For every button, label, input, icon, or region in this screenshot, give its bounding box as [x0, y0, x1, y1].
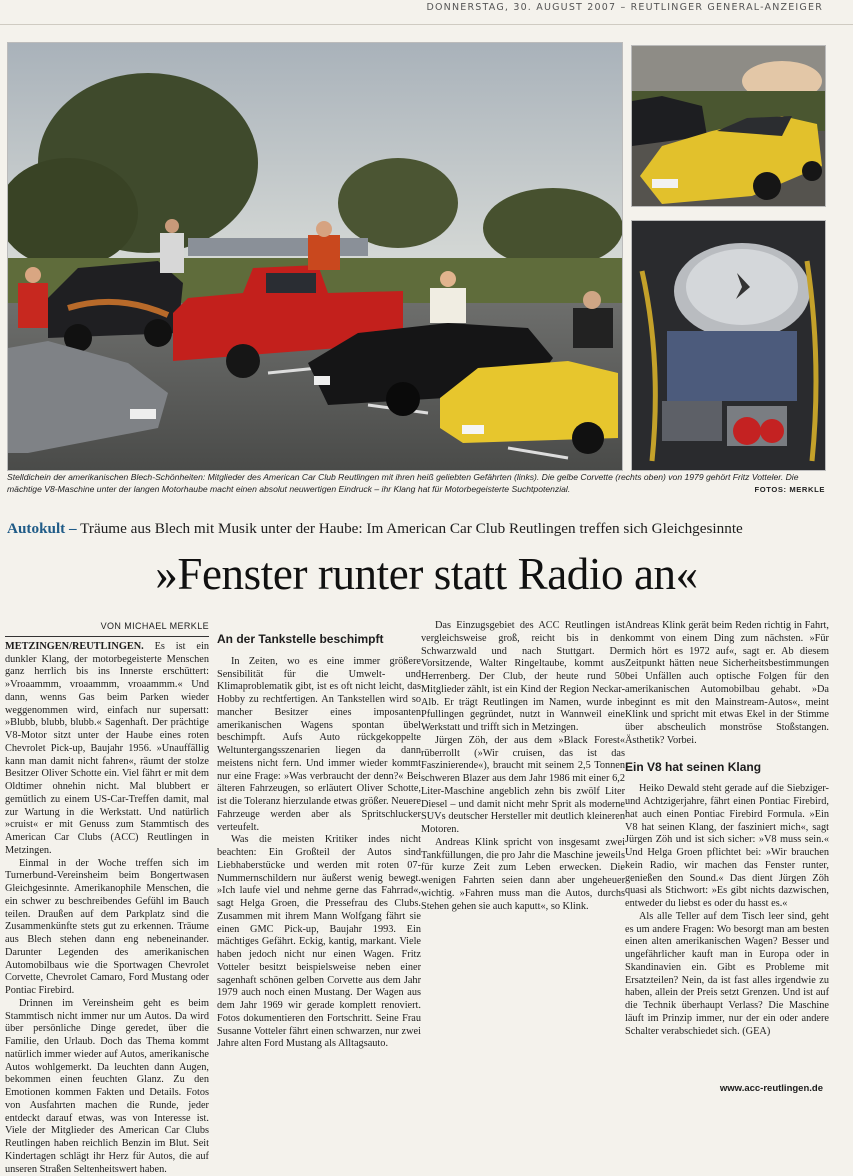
article-paragraph-1 [5, 641, 209, 858]
headline: »Fenster runter statt Radio an« [155, 549, 698, 599]
caption-text: Stelldichein der amerikanischen Blech-Schönheiten: Mitglieder des American Car Club Reutlingen mit ihren heiß geliebten Gefährten (links). Die gelbe Corvette (rechts oben) von 1979 gehört Fritz Votteler. Die mächtige V8-Maschine unter der langen Motorhaube macht einen absolut neuwertigen Eindruck – ihr Klang hat für Motorbegeisterte Suchtpotenzial. [7, 472, 799, 494]
page-header: DONNERSTAG, 30. AUGUST 2007 – REUTLINGER GENERAL-ANZEIGER [426, 2, 823, 13]
dateline: METZINGEN/REUTLINGEN. [5, 640, 144, 652]
corvette-illustration [632, 46, 825, 206]
article-paragraph-8: Andreas Klink spricht von insgesamt zwei Tankfüllungen, die pro Jahr die Maschine jeweils für kurze Zeit zum Leben erwecken. Die wenigen Fahrten seien dann aber ungeheuer wichtig. »Fahren muss man die Autos, durchs Stehen gehen sie auch kaputt«, so Klink. [421, 836, 625, 912]
byline-rule [5, 636, 209, 637]
header-rule [0, 24, 853, 25]
article-paragraph-4: In Zeiten, wo es eine immer größere Sensibilität für die Umwelt- und Klimaproblematik gibt, ist es oft nicht leicht, das Hobby zu rechtfertigen. An Tankstellen wird so mancher Besitzer eines imposanten amerikanischen Wagens spontan übel beschimpft. Aufs Auto rückgekoppelte Weltuntergangsszenarien liegen da dann meistens nicht fern. Und immer wieder kommt nur eine Frage: »Was verbraucht der denn?« Bei älteren Fahrzeugen, so erläutert Oliver Schotte, ist die Toleranz hierzulande etwas größer. Neuere Fahrzeuge werden aber als Spritschlucker verteufelt. [217, 655, 421, 833]
byline: VON MICHAEL MERKLE [100, 621, 209, 631]
article-paragraph-6: Das Einzugsgebiet des ACC Reutlingen ist vergleichsweise groß, reicht bis in den Schwarzwald und nach Stuttgart. Der Vorsitzende, Walter Ringeltaube, kommt aus Herrenberg. Der Club, der heute rund 50 Mitglieder zählt, ist ein Kind der Region Neckar-Alb. Er trägt Reutlingen im Namen, wurde in Pfullingen gegründet, nutzt in Wannweil eine Werkstatt und trifft sich in Metzingen. [421, 620, 625, 733]
subhead-v8: Ein V8 hat seinen Klang [625, 759, 762, 774]
kicker-text: Träume aus Blech mit Musik unter der Haube: Im American Car Club Reutlingen treffen sich Gleichgesinnte [76, 520, 743, 537]
article-column-4 [625, 620, 829, 1038]
subhead-tankstelle: An der Tankstelle beschimpft [217, 632, 384, 646]
article-paragraph-5: Was die meisten Kritiker indes nicht beachten: Ein Großteil der Autos sind Liebhaberstücke und werden mit roten 07-Nummernschildern nur äußerst wenig bewegt. »Ich laufe viel und nehme gerne das Fahrrad«, sagt Helga Groen, die Pressefrau des Clubs. Zusammen mit ihrem Mann Wolfgang fährt sie einen GMC Pick-up, Baujahr 1993. Ein mächtiges Gefährt. Eckig, kantig, markant. Viele haben jedoch nicht nur einen Wagen. Fritz Votteler besitzt beispielsweise neben einer sagenhaft schönen gelben Corvette aus dem Jahr 1979 auch noch einen Mustang. Der Wagen aus dem Jahr 1969 wir gerade komplett renoviert. Fotos dokumentieren den Fortschritt. Seine Frau Susanne Votteler fährt einen schwarzen, nur zwei Jahre alten Ford Mustang als Alltagsauto. [217, 834, 421, 1050]
group-photo [7, 42, 623, 471]
article-paragraph-9: Andreas Klink gerät beim Reden richtig in Fahrt, kommt von einem Ding zum nächsten. »Für mich hört es 1972 auf«, sagt er. Ab diesem Zeitpunkt hätten neue Sicherheitsbestimmungen bei Unfällen auch optische Folgen für den amerikanischen Automobilbau gehabt. »Da beginnt es mit den Mainstream-Autos«, meint Klink und spricht mit etwas Ekel in der Stimme über abscheulich monströse Stoßstangen. Ästhetik? Vorbei. [625, 620, 829, 746]
article-column-3 [421, 620, 625, 913]
group-photo-illustration [8, 43, 622, 470]
photo-credit: FOTOS: MERKLE [754, 485, 825, 494]
article-paragraph-10: Heiko Dewald steht gerade auf die Siebziger- und Achtzigerjahre, fährt einen Pontiac Firebird, hat auch einen Pontiac Firebird Formula. »Ein V8 hat seinen Klang, der fasziniert mich«, sagt Jürgen Zöh und ist sich sicher: »V8 muss sein.« Und Helga Groen pflichtet bei: »Wir brauchen kein Radio, wir machen das Fenster runter, genießen den Sound.« Das dient Jürgen Zöh quasi als Stichwort: »Es gibt nichts dazwischen, entweder du liebst es oder du hasst es.« [625, 783, 829, 909]
engine-illustration [632, 221, 825, 470]
article-paragraph-7: Jürgen Zöh, der aus dem »Black Forest« rüberrollt (»Wir cruisen, das ist das Faszinierende«), braucht mit seinem 2,5 Tonnen schweren Blazer aus dem Jahr 1986 mit einer 6,2 Liter-Maschine angeblich zehn bis zwölf Liter Diesel – und damit nicht mehr Sprit als moderne SUVs deutscher Hersteller mit deutlich kleineren Motoren. [421, 734, 625, 835]
article-column-2 [217, 620, 421, 1051]
photo-caption [7, 471, 825, 496]
kicker-line [7, 520, 847, 538]
engine-photo [631, 220, 826, 471]
kicker-label: Autokult – [7, 520, 77, 537]
corvette-photo [631, 45, 826, 207]
article-paragraph-11: Als alle Teller auf dem Tisch leer sind, geht es um andere Fragen: Wo besorgt man am besten einen alten amerikanischen Wagen? Besser und ungefährlicher kauft man in Europa oder in Skandinavien ein. Gibt es Probleme mit Ersatzteilen? Nein, da ist fast alles irgendwie zu haben, allein der Preis setzt Grenzen. Und ist auf die Technik überhaupt Verlass? Die Maschine läuft im Prinzip immer, nur der ein oder andere Schalter verabschiedet sich. (GEA) [625, 910, 829, 1037]
article-paragraph-3: Drinnen im Vereinsheim geht es beim Stammtisch nicht immer nur um Autos. Da wird über persönliche Dinge geredet, über die Familie, den Urlaub. Doch das Thema kommt natürlich immer wieder auf Autos, amerikanische Autos wohlgemerkt. Da leuchten dann Augen, bekommen einen feuchten Glanz. Zu den Emotionen kommen Fakten und Details. Fotos von Ausfahrten machen die Runde, jeder entdeckt darauf etwas, was von Interesse ist. Viele der Mitglieder des American Car Clubs Reutlingen haben reichlich Benzin im Blut. Seit Kindertagen schlägt ihr Herz für Autos, die auf unseren Straßen Seltenheitswert haben. [5, 997, 209, 1175]
article-column-1 [5, 620, 209, 1176]
paragraph-text: Es ist ein dunkler Klang, der motorbegeisterte Menschen ganz herrlich bis ins Innerste erschüttert: »Vroaammm, vroaammm, vroaammm.« Und dann, wenns Gas beim Parken wieder weggenommen wird, einfach nur supersatt: »Blubb, blubb, blubb.« Sagenhaft. Der prächtige V8-Motor sitzt unter der Haube eines roten Chevrolet Pick-up, Baujahr 1956. »Unauffällig kann man damit nicht fahren«, räumt der stolze Besitzer Oliver Schotte ein. Viel fährt er mit dem Oldtimer ohnehin nicht. Mal blubbert er gemütlich zu einem US-Car-Treffen damit, mal zur Wartung in die Werkstatt. Und natürlich »cruist« er mit Genuss zum Stammtisch des American Car Clubs (ACC) Reutlingen in Metzingen. [5, 640, 209, 856]
article-paragraph-2: Einmal in der Woche treffen sich im Turnerbund-Vereinsheim beim Bongertwasen Gleichgesinnte. Amerikanophile Menschen, die ein schwer zu beschreibendes Gefühl im Bauch teilen. Draußen auf dem Parkplatz sind die Zusammenkünfte stets gut zu erkennen. Träume aus Blech stehen dann eng nebeneinander. Darunter Legenden des amerikanischen Automobilbaus wie die Sportwagen Chevrolet Corvette, Chevrolet Camaro, Ford Mustang oder Pontiac Firebird. [5, 857, 209, 996]
club-website-link[interactable]: www.acc-reutlingen.de [719, 1083, 823, 1094]
